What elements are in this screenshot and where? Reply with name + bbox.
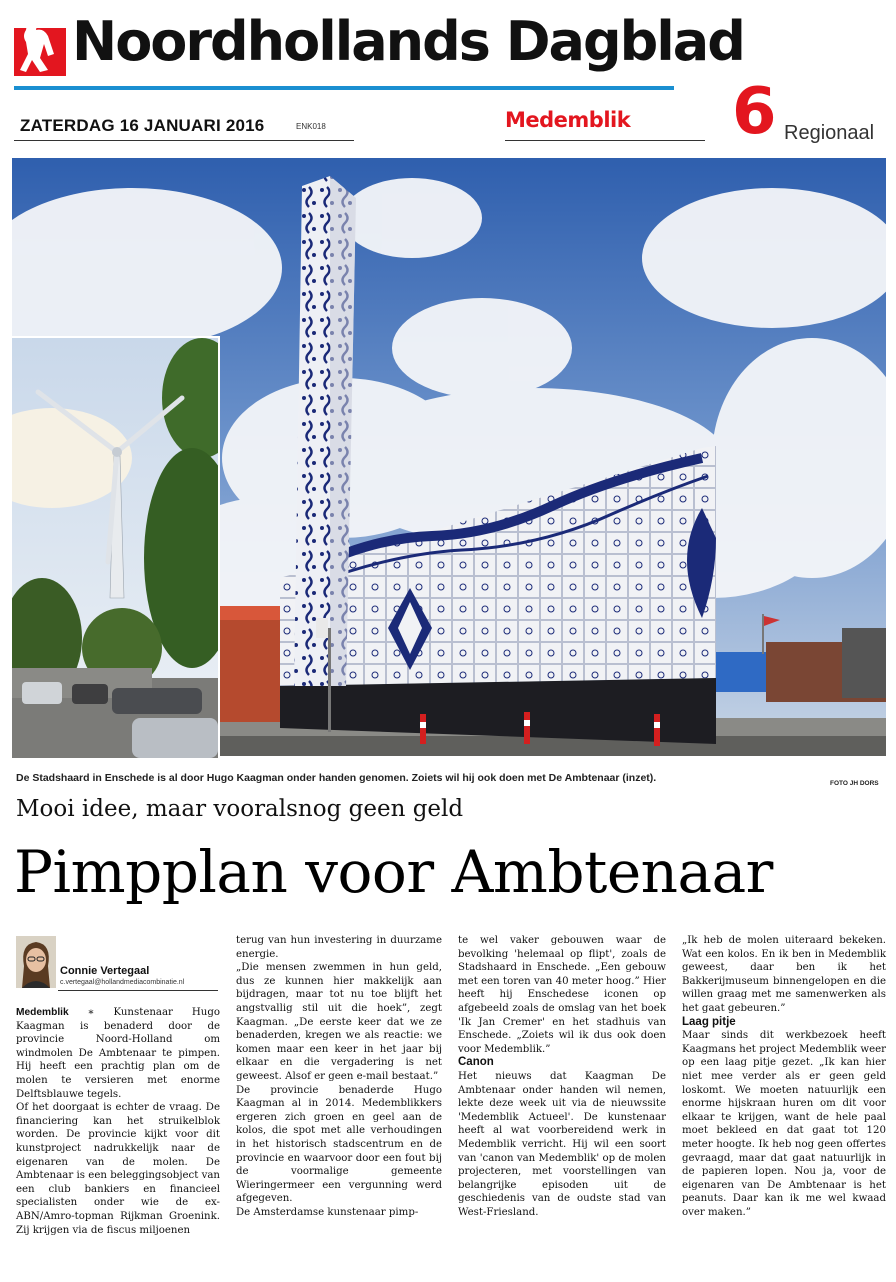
author-rule (58, 990, 218, 991)
paragraph-text: ∗ Kunstenaar Hugo Kaagman is benaderd door de provincie Noord-Holland om windmolen De Ambtenaar te pimpen. Hij heeft een prachtig plan om de molen te versieren met enorme Delftsblauwe tegels. (16, 1007, 220, 1100)
article-kicker: Mooi idee, maar vooralsnog geen geld (16, 796, 464, 822)
article-paragraph: terug van hun investering in duurzame energie. (236, 935, 442, 960)
article-paragraph: Het nieuws dat Kaagman De Ambtenaar onder handen wil nemen, lekte deze week uit via de nieuwssite 'Medemblik Actueel'. De kunstenaar heeft al wat voorbereidend werk in Medemblik verricht. Hij wil een soort van 'canon van Medemblik' op de molen projecteren, met voorstellingen van belangrijke episoden uit de geschiedenis van de oudste stad van West-Friesland. (458, 1070, 666, 1218)
masthead-rule (14, 86, 674, 90)
article-paragraph: De Amsterdamse kunstenaar pimp- (236, 1206, 419, 1218)
masthead-title: Noordhollands Dagblad (72, 10, 744, 73)
article-column-4 (682, 934, 886, 1219)
author-avatar (16, 936, 56, 988)
article-paragraph: De provincie benaderde Hugo Kaagman al in 2014. Medemblikkers ergeren zich groen en geel aan de kolos, die spot met alle verhoudingen in het historisch stadscentrum en de provincie en waarvoor door een fout bij de voormalige gemeente Wieringermeer een vergunning werd afgegeven. (236, 1084, 442, 1205)
article-paragraph: Maar sinds dit werkbezoek heeft Kaagmans het project Medemblik weer op een laag pitje gezet. „Ik kan hier niet mee verder als er geen geld loskomt. We moeten natuurlijk een enorme hijskraan huren om dit voor elkaar te krijgen, want de hele paal moet bekleed en dat gaat tot 120 meter hoogte. Ik heb nog geen offertes gevraagd, maar dat gaat natuurlijk in de papieren lopen. Nou ja, voor de eigenaren van De Ambtenaar is het peanuts. Daar kan ik me wel kwaad over maken.” (682, 1030, 886, 1218)
section-name: Medemblik (505, 108, 631, 132)
edition-code: ENK018 (296, 122, 326, 131)
author-name: Connie Vertegaal (60, 965, 150, 977)
article-paragraph: „Ik heb de molen uiteraard bekeken. Wat een kolos. En ik ben in Medemblik geweest, daar ben ik het Bakkerijmuseum binnengelopen en die willen graag met me samenwerken als het gaat gebeuren.” (682, 935, 886, 1014)
article-column-2 (236, 934, 442, 1219)
article-paragraph: te wel vaker gebouwen waar de bevolking 'helemaal op flipt', zoals de Stadshaard in Enschede. „Een gebouw met een toren van 40 meter hoog.” Hier heeft hij Enschedese iconen op afgebeeld zoals de omslag van het boek 'Ik Jan Cremer' en het stadhuis van Enschede. „Zoiets wil ik dus ook doen voor Medemblik.” (458, 935, 666, 1055)
photo-caption: De Stadshaard in Enschede is al door Hugo Kaagman onder handen genomen. Zoiets wil hij ook doen met De Ambtenaar (inzet). (16, 772, 657, 784)
article-headline: Pimpplan voor Ambtenaar (14, 838, 773, 906)
date-rule (14, 140, 354, 141)
page-number: 6 (732, 75, 777, 149)
inset-photo-windmill (12, 336, 220, 758)
article-paragraph: Of het doorgaat is echter de vraag. De financiering kan het struikelblok worden. De provincie kijkt voor dit kunstproject nadrukkelijk naar de eigenaren van de molen. De Ambtenaar is een beleggingsobject van een club bankiers en financieel specialisten onder wie de ex-ABN/Amro-topman Rijkman Groenink. Zij krijgen via de fiscus miljoenen (16, 1102, 220, 1236)
article-paragraph (16, 1006, 220, 1101)
article-column-1 (16, 1006, 220, 1237)
article-dateline: Medemblik (16, 1007, 69, 1018)
newspaper-logo-icon (14, 14, 66, 76)
subheading-laag-pitje: Laag pitje (682, 1015, 736, 1028)
subheading-canon: Canon (458, 1056, 494, 1069)
page-section: Regionaal (784, 122, 875, 144)
section-rule (505, 140, 705, 141)
article-column-3 (458, 934, 666, 1219)
author-email[interactable]: c.vertegaal@hollandmediacombinatie.nl (60, 979, 185, 986)
issue-date: ZATERDAG 16 JANUARI 2016 (20, 116, 265, 135)
article-paragraph: „Die mensen zwemmen in hun geld, dus ze kunnen hier makkelijk aan bijdragen, maar tot nu toe blijft het angstvallig stil uit die hoek”, zegt Kaagman. „De eerste keer dat we ze benaderden, kregen we als reactie: we komen maar een keer in het jaar bij elkaar en die vergadering is net geweest. Alsof er geen e-mail bestaat.” (236, 962, 442, 1082)
photo-credit: FOTO JH DORS (830, 780, 879, 787)
